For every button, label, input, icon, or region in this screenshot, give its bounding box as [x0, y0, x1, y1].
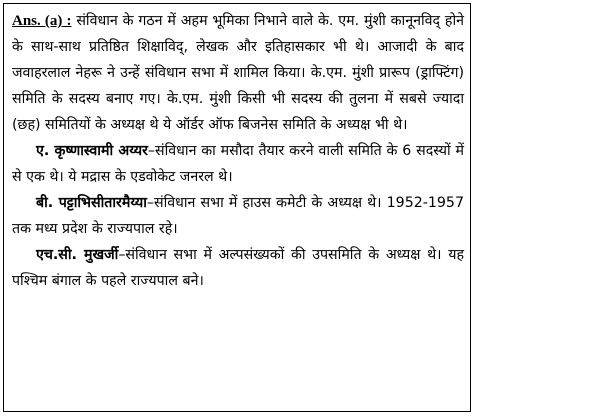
answer-intro-paragraph — [12, 8, 464, 138]
entry-mukherjee-name: एच.सी. मुखर्जी — [36, 247, 119, 263]
entry-mukherjee-text: –संविधान सभा में अल्पसंख्यकों की उपसमिति के अध्यक्ष थे। यह पश्चिम बंगाल के पहले राज्यपाल बने। — [12, 247, 464, 289]
answer-intro-text: संविधान के गठन में अहम भूमिका निभाने वाले के. एम. मुंशी कानूनविद् होने के साथ-साथ प्रतिष्ठित शिक्षाविद्, लेखक और इतिहासकार भी थे। आजादी के बाद जवाहरलाल नेहरू ने उन्हें संविधान सभा में शामिल किया। के.एम. मुंशी प्रारूप (ड्राफ्टिंग) समिति के सदस्य बनाए गए। के.एम. मुंशी किसी भी सदस्य की तुलना में सबसे ज्यादा (छह) समितियों के अध्यक्ष थे ये ऑर्डर ऑफ बिजनेस समिति के अध्यक्ष भी थे। — [12, 13, 465, 133]
entry-iyer — [12, 138, 464, 190]
answer-box — [3, 3, 471, 412]
entry-iyer-text: –संविधान का मसौदा तैयार करने वाली समिति के 6 सदस्यों में से एक थे। ये मद्रास के एडवोकेट जनरल थे। — [12, 143, 464, 185]
entry-pattabhi-text: –संविधान सभा में हाउस कमेटी के अध्यक्ष थे। 1952-1957 तक मध्य प्रदेश के राज्यपाल रहे। — [12, 195, 464, 237]
entry-iyer-name: ए. कृष्णास्वामी अय्यर — [36, 143, 148, 159]
answer-label: Ans. (a) : — [12, 13, 72, 29]
entry-mukherjee — [12, 242, 464, 294]
entry-pattabhi-name: बी. पट्टाभिसीतारमैय्या — [36, 195, 147, 211]
entry-pattabhi — [12, 190, 464, 242]
